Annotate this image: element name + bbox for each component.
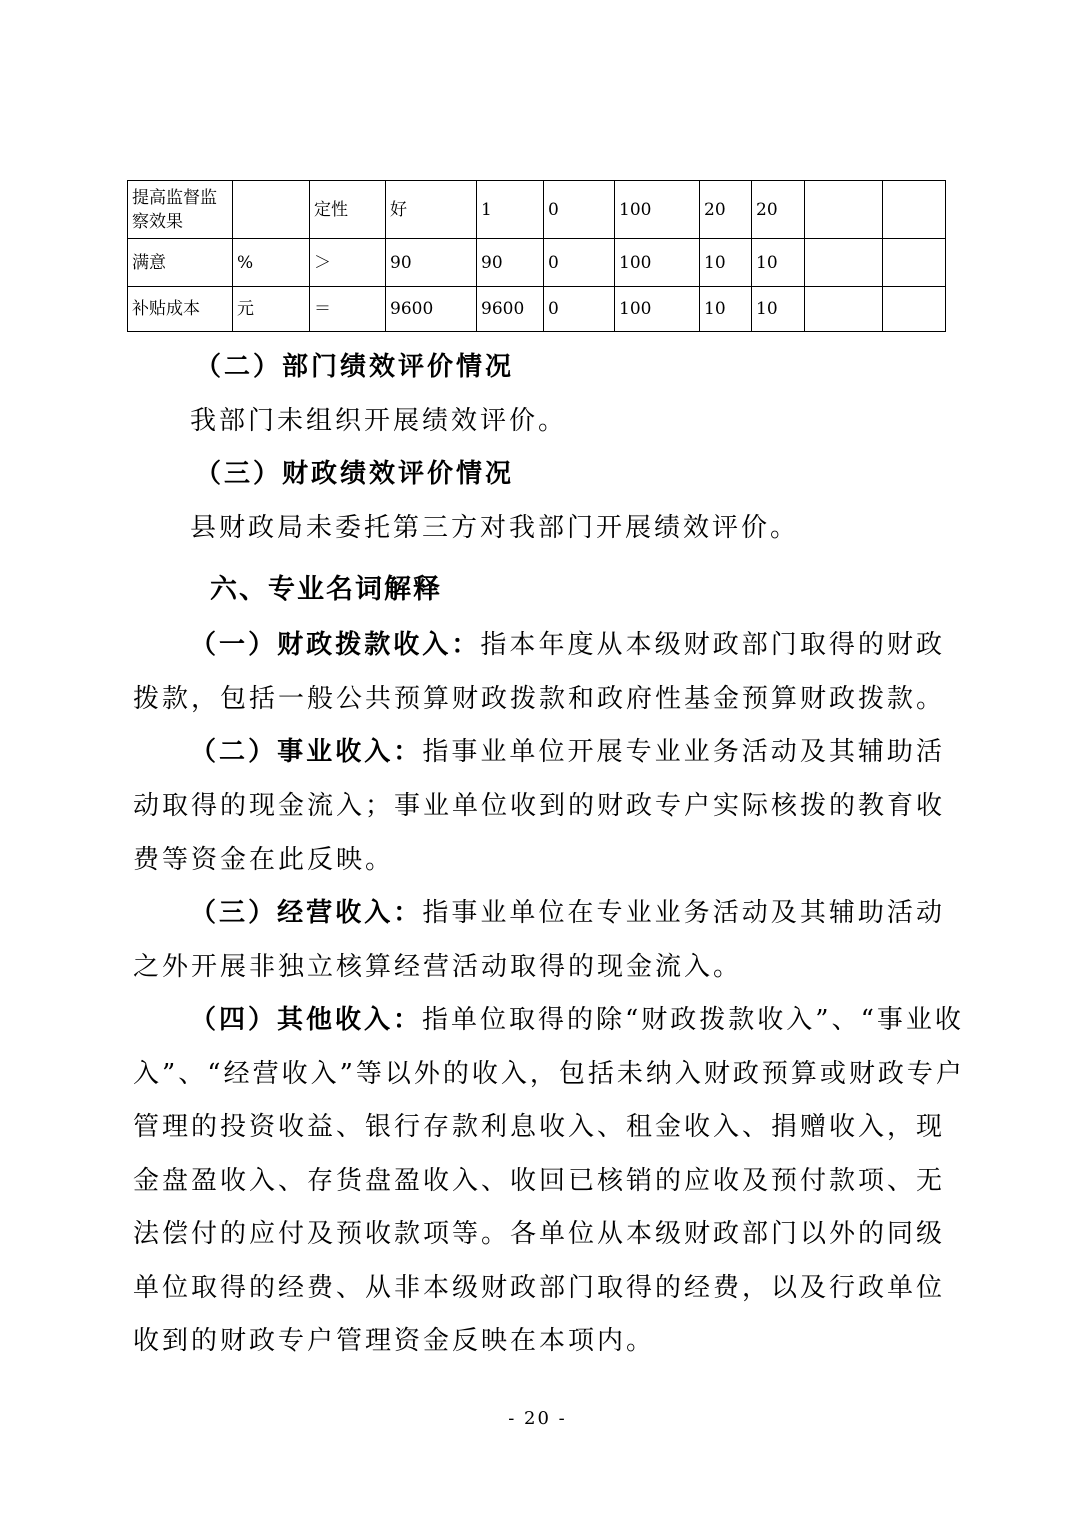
table-cell: 10 — [752, 239, 805, 287]
dept-eval-heading: （二）部门绩效评价情况 — [195, 352, 515, 382]
table-cell: 满意 — [128, 239, 233, 287]
table-cell: 20 — [752, 181, 805, 239]
table-cell — [883, 239, 946, 287]
glossary-definition-line: 管理的投资收益、银行存款利息收入、租金收入、捐赠收入，现 — [133, 1112, 946, 1142]
glossary-term: （三）经营收入： — [190, 898, 423, 928]
table-cell: ＞ — [310, 239, 386, 287]
glossary-definition-line: 动取得的现金流入；事业单位收到的财政专户实际核拨的教育收 — [133, 791, 946, 821]
glossary-item-other-income — [190, 1005, 964, 1035]
table-cell: 好 — [386, 181, 477, 239]
glossary-term: （二）事业收入： — [190, 737, 423, 767]
performance-indicator-table — [127, 180, 946, 332]
glossary-definition-line: 入”、“经营收入”等以外的收入，包括未纳入财政预算或财政专户 — [133, 1059, 965, 1089]
glossary-definition-line: 法偿付的应付及预收款项等。各单位从本级财政部门以外的同级 — [133, 1219, 946, 1249]
table-cell: 0 — [544, 287, 615, 332]
dept-eval-text: 我部门未组织开展绩效评价。 — [190, 406, 568, 436]
table-cell: 100 — [615, 181, 700, 239]
table-cell: 10 — [700, 239, 752, 287]
table-cell: 0 — [544, 239, 615, 287]
table-cell: 100 — [615, 239, 700, 287]
table-cell: 定性 — [310, 181, 386, 239]
table-cell: 90 — [386, 239, 477, 287]
table-cell: 提高监督监察效果 — [128, 181, 233, 239]
table-row — [128, 181, 946, 239]
glossary-item-business-income — [190, 737, 945, 767]
table-cell — [883, 181, 946, 239]
table-cell: 90 — [477, 239, 544, 287]
table-cell — [805, 181, 883, 239]
glossary-definition: 指事业单位在专业业务活动及其辅助活动 — [422, 898, 945, 928]
glossary-definition-line: 之外开展非独立核算经营活动取得的现金流入。 — [133, 952, 743, 982]
table-cell: % — [233, 239, 310, 287]
glossary-definition: 指本年度从本级财政部门取得的财政 — [480, 630, 945, 660]
glossary-definition: 指单位取得的除“财政拨款收入”、“事业收 — [422, 1005, 964, 1035]
glossary-term: （四）其他收入： — [190, 1005, 423, 1035]
glossary-definition-line: 单位取得的经费、从非本级财政部门取得的经费，以及行政单位 — [133, 1273, 946, 1303]
glossary-item-fiscal-appropriation — [190, 630, 945, 660]
table-cell: 100 — [615, 287, 700, 332]
table-row — [128, 287, 946, 332]
glossary-item-operating-income — [190, 898, 945, 928]
table-cell: 20 — [700, 181, 752, 239]
glossary-definition: 指事业单位开展专业业务活动及其辅助活 — [422, 737, 945, 767]
table-cell — [805, 287, 883, 332]
table-cell: 1 — [477, 181, 544, 239]
glossary-definition-line: 费等资金在此反映。 — [133, 845, 395, 875]
table-cell: ＝ — [310, 287, 386, 332]
page-number: - 20 - — [508, 1408, 567, 1429]
glossary-definition-line: 金盘盈收入、存货盘盈收入、收回已核销的应收及预付款项、无 — [133, 1166, 946, 1196]
table-row — [128, 239, 946, 287]
glossary-heading: 六、专业名词解释 — [210, 574, 442, 605]
table-cell — [233, 181, 310, 239]
table-cell: 补贴成本 — [128, 287, 233, 332]
table-cell: 9600 — [477, 287, 544, 332]
fiscal-eval-text: 县财政局未委托第三方对我部门开展绩效评价。 — [190, 513, 800, 543]
fiscal-eval-heading: （三）财政绩效评价情况 — [195, 459, 515, 489]
table-cell: 9600 — [386, 287, 477, 332]
glossary-definition-line: 拨款，包括一般公共预算财政拨款和政府性基金预算财政拨款。 — [133, 684, 946, 714]
table-cell: 0 — [544, 181, 615, 239]
table-cell: 10 — [752, 287, 805, 332]
table-cell — [883, 287, 946, 332]
table-cell — [805, 239, 883, 287]
glossary-term: （一）财政拨款收入： — [190, 630, 481, 660]
table-cell: 10 — [700, 287, 752, 332]
table-cell: 元 — [233, 287, 310, 332]
glossary-definition-line: 收到的财政专户管理资金反映在本项内。 — [133, 1326, 656, 1356]
